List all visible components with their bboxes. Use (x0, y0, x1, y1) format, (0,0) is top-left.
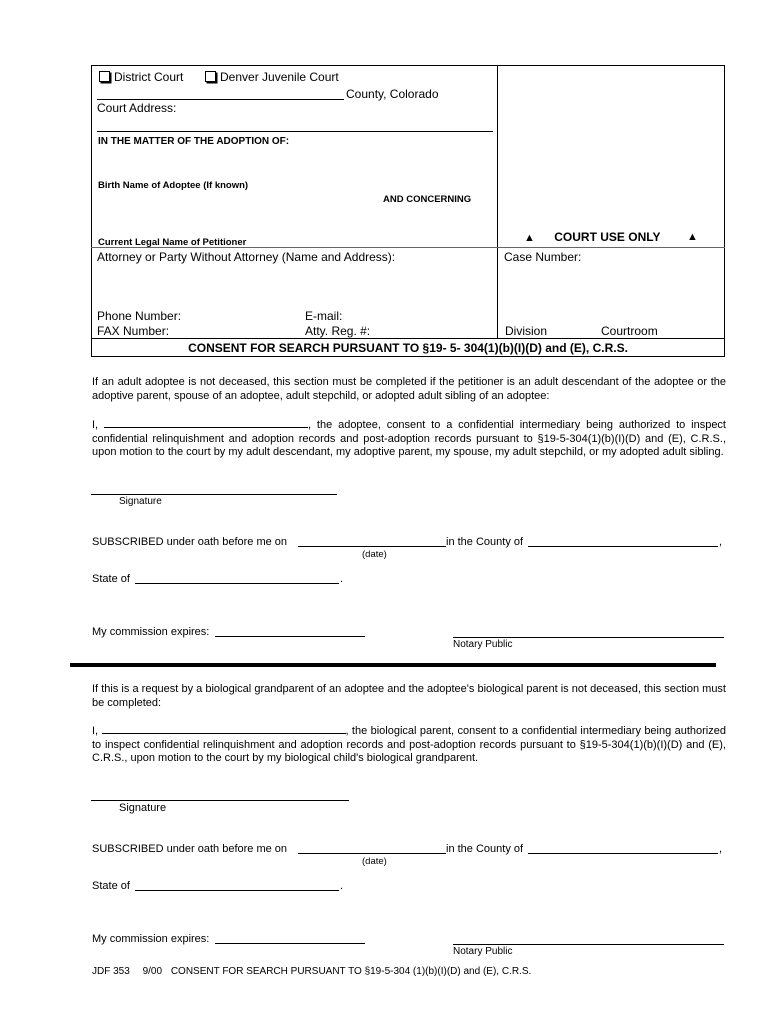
triangle-up-icon: ▲ (687, 231, 698, 243)
subscribed-label: SUBSCRIBED under oath before me on (92, 536, 288, 548)
court-address-label: Court Address: (97, 101, 177, 115)
district-court-option[interactable] (99, 70, 183, 84)
section-divider (70, 663, 716, 667)
date-field[interactable] (298, 546, 446, 547)
state-field[interactable] (135, 583, 339, 584)
biological-parent-name-field[interactable] (102, 722, 346, 734)
birth-name-label: Birth Name of Adoptee (If known) (98, 180, 249, 191)
petitioner-label: Current Legal Name of Petitioner (98, 237, 247, 248)
attorney-label: Attorney or Party Without Attorney (Name and Address): (97, 250, 396, 264)
signature-line[interactable] (91, 800, 349, 801)
courtroom-label: Courtroom (601, 324, 658, 338)
form-title: CONSENT FOR SEARCH PURSUANT TO §19- 5- 304(1)(b)(I)(D) and (E), C.R.S. (188, 341, 628, 355)
date-field[interactable] (298, 853, 446, 854)
state-label: State of (92, 573, 130, 585)
and-concerning-label: AND CONCERNING (383, 194, 472, 205)
notary-label: Notary Public (453, 946, 513, 957)
county-name-field[interactable] (97, 99, 344, 100)
county-field[interactable] (528, 853, 718, 854)
adoptee-name-field[interactable] (104, 416, 308, 428)
date-label: (date) (362, 856, 387, 867)
state-field[interactable] (135, 890, 339, 891)
district-court-checkbox[interactable] (99, 71, 110, 82)
triangle-up-icon: ▲ (524, 232, 535, 244)
notary-signature-line[interactable] (453, 944, 724, 945)
section2-intro: If this is a request by a biological grandparent of an adoptee and the adoptee's biological parent is not deceased, this section must be completed: (92, 683, 726, 709)
signature-label: Signature (119, 496, 162, 507)
phone-label: Phone Number: (97, 309, 182, 323)
denver-juvenile-court-option[interactable] (205, 70, 339, 84)
form-revision: 9/00 (142, 966, 163, 977)
footer-title: CONSENT FOR SEARCH PURSUANT TO §19-5-304 (1)(b)(I)(D) and (E), C.R.S. (170, 966, 532, 977)
case-number-label: Case Number: (504, 250, 582, 264)
commission-label: My commission expires: (92, 933, 210, 945)
email-label: E-mail: (305, 309, 343, 323)
section1-consent: I, , the adoptee, consent to a confidential intermediary being authorized to inspect confidential relinquishment and adoption records and post-adoption records pursuant to §19-5-304(1)(b)(I)(D) and (E), C.R.S., upon motion to the court by my adult descendant, my adoptive parent, my spouse, my adult stepchild, or my adopted adult sibling. (92, 416, 726, 460)
date-label: (date) (362, 549, 387, 560)
notary-label: Notary Public (453, 639, 513, 650)
section1-intro: If an adult adoptee is not deceased, this section must be completed if the petitioner is an adult descendant of the adoptee or the adoptive parent, spouse of an adoptee, adult stepchild, or adopted adult sibling of an adoptee: (92, 376, 726, 402)
subscribed-label: SUBSCRIBED under oath before me on (92, 843, 288, 855)
form-footer (92, 966, 531, 978)
district-court-label: District Court (114, 70, 184, 84)
matter-heading: IN THE MATTER OF THE ADOPTION OF: (98, 136, 290, 147)
commission-field[interactable] (215, 636, 365, 637)
section2-consent: I, , the biological parent, consent to a confidential intermediary being authorized to inspect confidential relinquishment and adoption records and post-adoption records pursuant to §19-5-304(1)(b)(I)(D) and (E), C.R.S., upon motion to the court by my biological child's biological grandparent. (92, 722, 726, 766)
commission-field[interactable] (215, 943, 365, 944)
fax-label: FAX Number: (97, 324, 170, 338)
court-use-only-label: COURT USE ONLY (554, 230, 661, 244)
division-label: Division (505, 324, 548, 338)
signature-label: Signature (119, 802, 167, 814)
signature-line[interactable] (91, 494, 337, 495)
state-label: State of (92, 880, 130, 892)
atty-reg-label: Atty. Reg. #: (305, 324, 371, 338)
notary-signature-line[interactable] (453, 637, 724, 638)
denver-juvenile-court-checkbox[interactable] (205, 71, 216, 82)
county-suffix: County, Colorado (346, 87, 439, 101)
form-number: JDF 353 (92, 966, 130, 977)
court-address-field[interactable] (97, 131, 493, 132)
commission-label: My commission expires: (92, 626, 210, 638)
court-use-only-banner (524, 230, 660, 245)
county-label: in the County of (446, 536, 524, 548)
county-field[interactable] (528, 546, 718, 547)
county-label: in the County of (446, 843, 524, 855)
denver-juvenile-court-label: Denver Juvenile Court (220, 70, 339, 84)
